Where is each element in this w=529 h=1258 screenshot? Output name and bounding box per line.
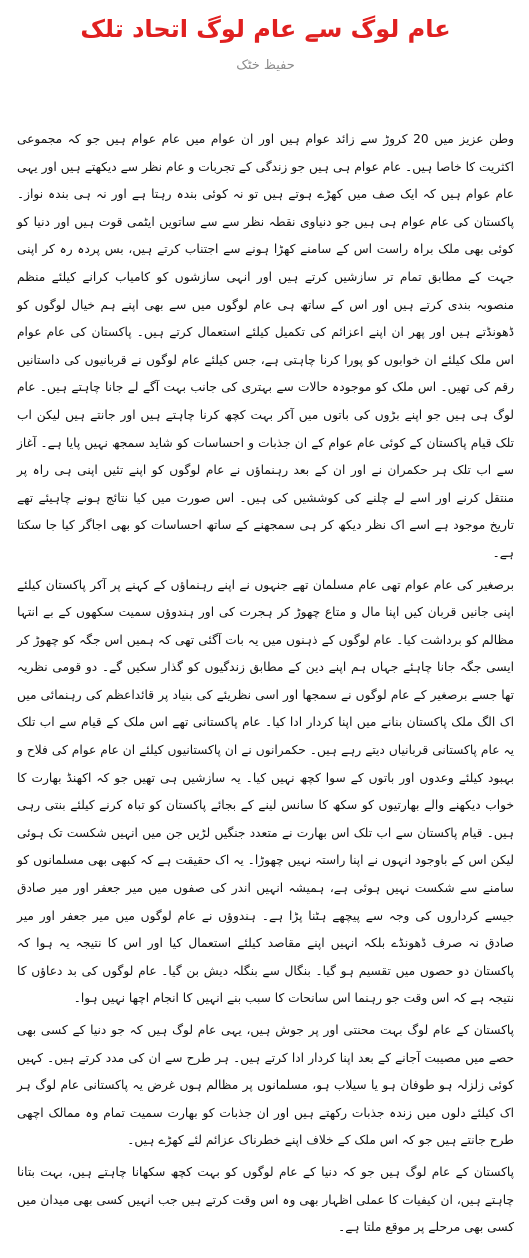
- article-paragraph: پاکستان کے عام لوگ بہت محنتی اور پر جوش ہیں، یہی عام لوگ ہیں کہ جو دنیا کے کسی بھی حصے میں مصیبت آجانے کے بعد اپنا کردار ادا کرتے ہیں۔ ہر طرح سے ان کی مدد کرتے ہیں۔ کہیں کوئی زلزلہ ہو طوفان ہو یا سیلاب ہو، مسلمانوں پر مظالم ہوں غرض یہ پاکستانی عام لوگ ہر اک کیلئے دلوں میں زندہ جذبات رکھتے ہیں اور ان جذبات کو بھارت سمیت تمام وہ ممالک اچھی طرح جانتے ہیں جو کہ اس ملک کے خلاف اپنے خطرناک عزائم لئے کھڑے ہیں۔: [17, 1023, 514, 1148]
- article-paragraph: برصغیر کی عام عوام تھی عام مسلمان تھے جنہوں نے اپنے رہنماؤں کے کہنے پر آکر پاکستان کیلئے اپنی جانیں قربان کیں اپنا مال و متاع چھوڑ کر ہجرت کی اور ہندوؤں سمیت سکھوں کے بے انتہا مظالم کو برداشت کیا۔ عام لوگوں کے ذہنوں میں یہ بات آگئی تھی کہ ہمیں اس جگہ کو چھوڑ کر ایسی جگہ جانا چاہئے جہاں ہم اپنے دین کے مطابق زندگیوں کو گذار سکیں گے۔ دو قومی نظریہ تھا جسے برصغیر کے عام لوگوں نے سمجھا اور اسی نظریئے کی بنیاد پر قائداعظم کی رہنمائی میں اک الگ ملک پاکستان بنانے میں اپنا کردار ادا کیا۔ عام پاکستانی تھے اس ملک کے قیام سے اب تلک یہ عام پاکستانی قربانیاں دیتے رہے ہیں۔ حکمرانوں نے ان پاکستانیوں کیلئے ان عام عوام کی فلاح و بہبود کیلئے وعدوں اور باتوں کے سوا کچھ نہیں کیا۔ یہ سازشیں ہی تھیں جو کہ اکھنڈ بھارت کا خواب دیکھنے والے بھارتیوں کو سکھ کا سانس لینے کے بجائے پاکستان کو تباہ کرنے کیلئے بنتی رہی ہیں۔ قیام پاکستان سے اب تلک اس بھارت نے متعدد جنگیں لڑیں جن میں انہیں شکست تک ہوئی لیکن اس کے باوجود انہوں نے اپنا راستہ نہیں چھوڑا۔ یہ اک حقیقت ہے کہ کبھی بھی مسلمانوں کو سامنے سے شکست نہیں ہوئی ہے، ہمیشہ انہیں اندر کی صفوں میں میر جعفر اور میر صادق جیسے کرداروں کی وجہ سے پیچھے ہٹنا پڑا ہے۔ ہندوؤں نے عام لوگوں میں میر جعفر اور میر صادق نہ صرف ڈھونڈے بلکہ انہیں اپنے مقاصد کیلئے استعمال کیا اور اس کا نتیجہ یہ ہوا کہ پاکستان دو حصوں میں تقسیم ہو گیا۔ بنگال سے بنگلہ دیش بن گیا۔ عام لوگوں کی بد دعاؤں کا نتیجہ ہے کہ اس وقت جو رہنما اس سانحات کا سبب بنے انہیں کا انجام اچھا نہیں ہوا۔: [17, 577, 514, 1006]
- article-paragraph: وطن عزیز میں 20 کروڑ سے زائد عوام ہیں اور ان عوام میں عام عوام ہیں جو کہ مجموعی اکثریت کا خاصا ہیں۔ عام عوام ہی ہیں جو زندگی کے تجربات و عام نظر سے دیکھتے ہیں اور یہی عام عوام ہیں کہ ایک صف میں کھڑے ہوتے ہیں تو نہ کوئی بندہ رہتا ہے اور نہ ہی بندہ نواز۔ پاکستان کی عام عوام ہی ہیں جو دنیاوی نقطہ نظر سے سے ساتویں ایٹمی قوت ہیں اور دنیا کو کوئی بھی ملک براہ راست اس کے سامنے کھڑا ہونے سے اجتناب کرتے ہیں، بس پردہ رہ کر اپنی جہت کے مطابق تمام تر سازشیں کرتے ہیں اور انہی سازشوں کو کامیاب کرانے کیلئے منظم منصوبہ بندی کرتے ہیں اور اس کے ساتھ ہی عام لوگوں میں سے بھی اپنے ہم خیال لوگوں کو ڈھونڈتے ہیں اور پھر ان اپنے اعزائم کی تکمیل کیلئے استعمال کرتے ہیں۔ پاکستان کی عام عوام اس ملک کیلئے ان خوابوں کو پورا کرنا چاہتی ہے، جس کیلئے عام لوگوں نے قربانیوں کی داستانیں رقم کی تھیں۔ اس ملک کو موجودہ حالات سے بہتری کی جانب بہت آگے لے جانا چاہتے ہیں۔ عام لوگ ہی ہیں جو اپنے بڑوں کی باتوں میں آکر بہت کچھ کرنا چاہتے ہیں اور جانتے ہیں لیکن اب تلک قیام پاکستان کے کوئی عام عوام کے ان جذبات و احساسات کو شاید سمجھ نہیں پایا ہے۔ آغاز سے اب تلک ہر حکمران نے اور ان کے بعد رہنماؤں نے عام لوگوں کو اپنے تئیں اپنی ہی راہ پر منتقل کرنے اور اسے لے چلنے کی کوششیں کی ہیں۔ اس صورت میں کیا نتائج ہونے چاہیئے تھے تاریخ موجود ہے اسے اک نظر دیکھ کر ہی سمجھنے کے ساتھ احساسات کو بھی اجاگر کیا جا سکتا ہے۔: [17, 132, 514, 560]
- article-title: عام لوگ سے عام لوگ اتحاد تلک: [80, 15, 451, 43]
- article-body: [17, 126, 514, 1242]
- article-author: حفیظ خٹک: [236, 58, 295, 73]
- article-paragraph: پاکستان کے عام لوگ ہیں جو کہ دنیا کے عام لوگوں کو بہت کچھ سکھانا چاہتے ہیں، بہت بتانا چاہتے ہیں، ان کیفیات کا عملی اظہار بھی وہ اس وقت کرتے ہیں جب انہیں کسی بھی میدان میں کسی بھی مرحلے پر موقع ملتا ہے۔: [17, 1164, 514, 1235]
